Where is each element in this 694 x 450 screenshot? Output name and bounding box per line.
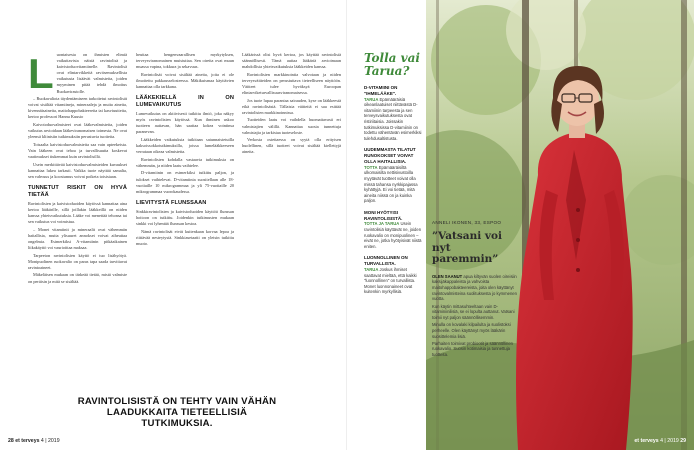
dropcap-paragraph xyxy=(28,52,127,95)
sidebar-item xyxy=(364,85,422,141)
sidebar-item xyxy=(364,210,422,250)
sidebar-item-verdict: TOTTA xyxy=(364,164,378,170)
sidebar-item-text: Epämääräisiä oikeanlaatuiset niittävästä D-vitamiinin tarpeesta ja sen terveysvaikutuksesta ovat ristiriitaisia. Joissakin tutkimuksissa D-vitamiinin on todettu vähentävän esimerkiksi tulehdusaltistusta. xyxy=(364,96,422,141)
body-paragraph: Nämä ravintolisät eivät kuitenkaan korvaa lepoa ja riittävää nesteytystä. Sinkkiasetaatti on yleisin tutkittu muoto. xyxy=(136,228,234,246)
issue-number: 4 | 2019 xyxy=(660,438,679,444)
fact-sidebar xyxy=(364,52,422,301)
profile-text: apua kiltyvän suolen oireisiin kaksijäkappaleista ja vahvoista maitohappobakteereista, joita olen käyttänyt ravintovalmisteina suolituksesta jo kymmenen vuotta. xyxy=(432,273,517,302)
issue-number: 4 | 2019 xyxy=(40,438,60,444)
profile-paragraph xyxy=(432,274,520,303)
profile-name: ANNELI IKONEN, 33, ESPOO xyxy=(432,220,502,225)
magazine-name: et terveys xyxy=(634,438,659,444)
sidebar-item-text: Usein ravintolisiä käyttävät ne, joiden ruokavalio on monipuolinen – eivät ne, jotka hyötyisivät niistä eniten. xyxy=(364,221,422,249)
sidebar-item-heading: D-VITAMIINI ON "IHMELÄÄKE". xyxy=(364,85,398,96)
body-paragraph: Lääkkeiden vaikutuksia tutkitaan satunnaistetuilla kaksoissokkotutkimuksilla, joissa lumelääkkeeseen verrataan oikeaa valmistetta. xyxy=(136,136,234,155)
sidebar-item xyxy=(364,255,422,295)
body-paragraph: – Ruokavaliota täydentämiseen tarkoitetut ravintolisät voivat sisältää vitamiineja, mineraaleja ja muita aineita, kivennäisaineita, maitohappobakteereita tai kasviuutteita, kertoo professori Hannu Kuusio xyxy=(28,96,127,120)
folio-left xyxy=(8,438,60,444)
page-number: 28 xyxy=(8,438,14,444)
body-paragraph: Tuotteiden laatu voi vaihdella huomattavasti eri valmistajien välillä. Kannattaa suosia tunnettuja valmistajia ja tarkistaa tuoteseloste. xyxy=(242,117,341,135)
body-paragraph: Ravintolisien ja kaivistoduoiden käytössä kannattaa aina kertoa lääkärille, sillä joillakin lääkkeillä on niiden kanssa yhteisvaikutuksia. Lääke voi menettää tehonsa tai sen vaikutus voi voimistua. xyxy=(28,200,127,225)
profile-lead: OLEN SAANUT xyxy=(432,273,463,279)
sidebar-item-text: Epämääräisiltä ulkomaisilta nettisivustoilla myytävät tuotteet voivat olla missä tahansa nyrkkipajassa kyhättyjä. Ei voi tietää, mitä aineita niissä on ja kuinka paljon. xyxy=(364,164,418,204)
sidebar-title: Tolla vai Tarua? xyxy=(364,51,420,78)
sidebar-item-heading: LUONNOLLINEN ON TURVALLISTA. xyxy=(364,255,408,267)
profile-box xyxy=(432,220,520,359)
profile-text: Minulla on kovalaki kilpailulta ja suolistoksi perheelle. Olen käyttänyt myös lääkärin suosittelemia lisiä. xyxy=(432,322,511,339)
profile-text: Kun käytin mittasuhteeltaan vain D-vitaminiinilisiä, se ei lopulta auttanut. Vatsani toimii nyt paljon säännöllisemmin. xyxy=(432,303,515,320)
section-heading: TUNNETUT RISKIT ON HYVÄ TIETÄÄ xyxy=(28,184,127,198)
body-paragraph: uontaisesta on ihmisten elimiä vaikuttavista näistä ravintolisä ja kaivistoduovitamiinelle. Ravintolisä ovat elintarvikkeitä ravitsemuksellista vaikutusta lisäävät valmisteita, joiden myyminen pitää tehdä ilmoitus Ruokavirastolle. xyxy=(56,52,127,94)
body-paragraph: Lääkärissä olisi hyvä kertoa, jos käyttää ravintolisiä säännöllisesti. Tämä auttaa lääkäriä arvioimaan mahdollisia yhteisvaikutuksia lääkkeiden kanssa. xyxy=(242,52,341,70)
body-paragraph: Ravintolisien markkinointia valvotaan ja niiden terveysväitteiden on perustuttava tieteelliseen näyttöön. Väitteet tulee hyväksyä Euroopan elintarviketurvallisuusviranomaisessa. xyxy=(242,71,341,96)
section-heading: LIEVITYSTÄ FLUNSSAAN xyxy=(136,199,207,206)
body-paragraph: Jos tuote lupaa parantaa sairauden, kyse on lääkkeestä eikä ravintolisästä. Tällaisia väitteitä ei saa esittää ravintolisien markkinoinnissa. xyxy=(242,97,341,115)
sidebar-item-verdict: TARUA xyxy=(364,96,379,102)
body-paragraph: D-vitamiinin on esimerkiksi tutkittu paljon, ja tulokset vaihtelevat. D-vitamiinia suositellaan alle 18-vuotiaille 10 mikrogrammaa ja yli 75-vuotiaille 20 mikrogrammaa vuorokaudessa. xyxy=(136,170,234,194)
sidebar-item-verdict: TOTTA JA TARUA xyxy=(364,221,400,227)
profile-quote: ”Vatsani voi nyt paremmin” xyxy=(432,230,502,265)
dropcap-letter: L xyxy=(28,50,54,97)
sidebar-item xyxy=(364,147,422,204)
body-paragraph: Ravintolisien kohdalla vastaavia tutkimuksia on vähemmän, ja niiden laatu vaihtelee. xyxy=(136,156,234,168)
article-column-1 xyxy=(28,52,127,286)
body-paragraph: Sinkkiravintolisien ja kaivistoduoiden käyttöä flunssan hoitoon on tutkittu. Joidenkin tutkimusten mukaan sinkki voi lyhentää flunssan kestoa. xyxy=(136,208,234,226)
body-paragraph: Tarpeeton ravintolisien käyttö ei tuo lisähyötyä. Monipuolinen ruokavalio on paras tapa saada tarvittavat ravintoaineet. xyxy=(28,252,127,270)
body-paragraph: Kaivotoduovalmisteet ovat lääkevalmisteita, joiden vaikutus arvioidaan lääkeviranomaisen toimesta. Ne ovat yleensä kliinisiin tutkimuksiin perustuvia tuotteita. xyxy=(28,122,127,140)
profile-text: Parhaiten toimivat probiootit ja säännöllinen ruokavalio. Suosin kotimaisia ja tunnettuja tuotteita. xyxy=(432,340,514,358)
body-paragraph: heuttaa hengenvaarallisen myrkytyksen, terveysviranomainen muistuttaa. Sen oireita ovat muun muassa vapina, tokkura ja sekavuus. xyxy=(136,52,234,70)
sidebar-item-heading: MONI HYÖTYISI RAVINTOLISISTÄ. xyxy=(364,209,403,221)
article-column-3 xyxy=(242,52,341,157)
body-paragraph: Mäkeläisen mukaan on tärkeää tietää, mistä valmiste on peräisin ja mitä se sisältää. xyxy=(28,272,127,284)
page-number: 29 xyxy=(680,438,686,444)
body-paragraph: – Monet vitamiinit ja mineraalit ovat vähemmän haitallisia, mutta ylisuuret annokset voivat aiheuttaa ongelmia. Esimerkiksi A-vitamiinin pitkäaikainen liikakäyttö voi vaurioittaa maksaa. xyxy=(28,226,127,251)
pull-quote: RAVINTOLISISTÄ ON TEHTY VAIN VÄHÄN LAADUKKAITA TIETEELLISIÄ TUTKIMUKSIA. xyxy=(72,393,282,432)
sidebar-item-verdict: TARUA xyxy=(364,267,379,273)
sidebar-item-heading: UUDEMMASTA TILATUT RUNOKOKSET VOIVAT OLLA HAITALLISIA. xyxy=(364,147,416,164)
article-column-2 xyxy=(136,52,234,248)
body-paragraph: Toisaalta kaivistoduovalmisteita saa vain apteekeista. Vain lääkeen ovat tehoa ja turvallisuutta koskevat vaatimukset tiukemmat kuin ravintolisillä. xyxy=(28,141,127,159)
magazine-name: et terveys xyxy=(15,438,40,444)
profile-paragraph xyxy=(432,322,520,339)
folio-right xyxy=(634,438,686,444)
body-paragraph: Ravintolisät voivat sisältää aineita, joita ei ole ilmoitettu pakkausselosteessa. Mäkikuismaa käyttävien kannattaa olla tarkkana. xyxy=(136,71,234,89)
sidebar-item-text: Joskus ihmiset saattavat mieltää, että kaikki "luonnollinen" on turvallista. Monet luonnonaineet ovat kuitenkin myrkyllisiä. xyxy=(364,267,417,295)
profile-paragraph xyxy=(432,341,520,358)
body-paragraph: Lumevaikutus on aktiivisesti tutkittu ilmiö, joka näkyy myös ravintolisien käytössä. Kun ihminen uskoo tuotteen auttavan, hän saattaa kokea vointinsa paranevan. xyxy=(136,111,234,135)
body-paragraph: Usein merkittävää kaivistoduovalmisteiden kuvaukset kannattaa lukea tarkasti. Vaikka tuote näyttää samalta, sen vahvuus ja koostumus voivat poiketa toisistaan. xyxy=(28,161,127,179)
profile-paragraph xyxy=(432,304,520,321)
section-heading: LÄÄKEKIELLÄ IN ON LUMEVAIKUTUS xyxy=(136,95,234,109)
body-paragraph: Verkosta ostettaessa on syytä olla erityisen huolellinen, sillä tuotteet voivat sisältää kiellettyjä aineita. xyxy=(242,137,341,155)
